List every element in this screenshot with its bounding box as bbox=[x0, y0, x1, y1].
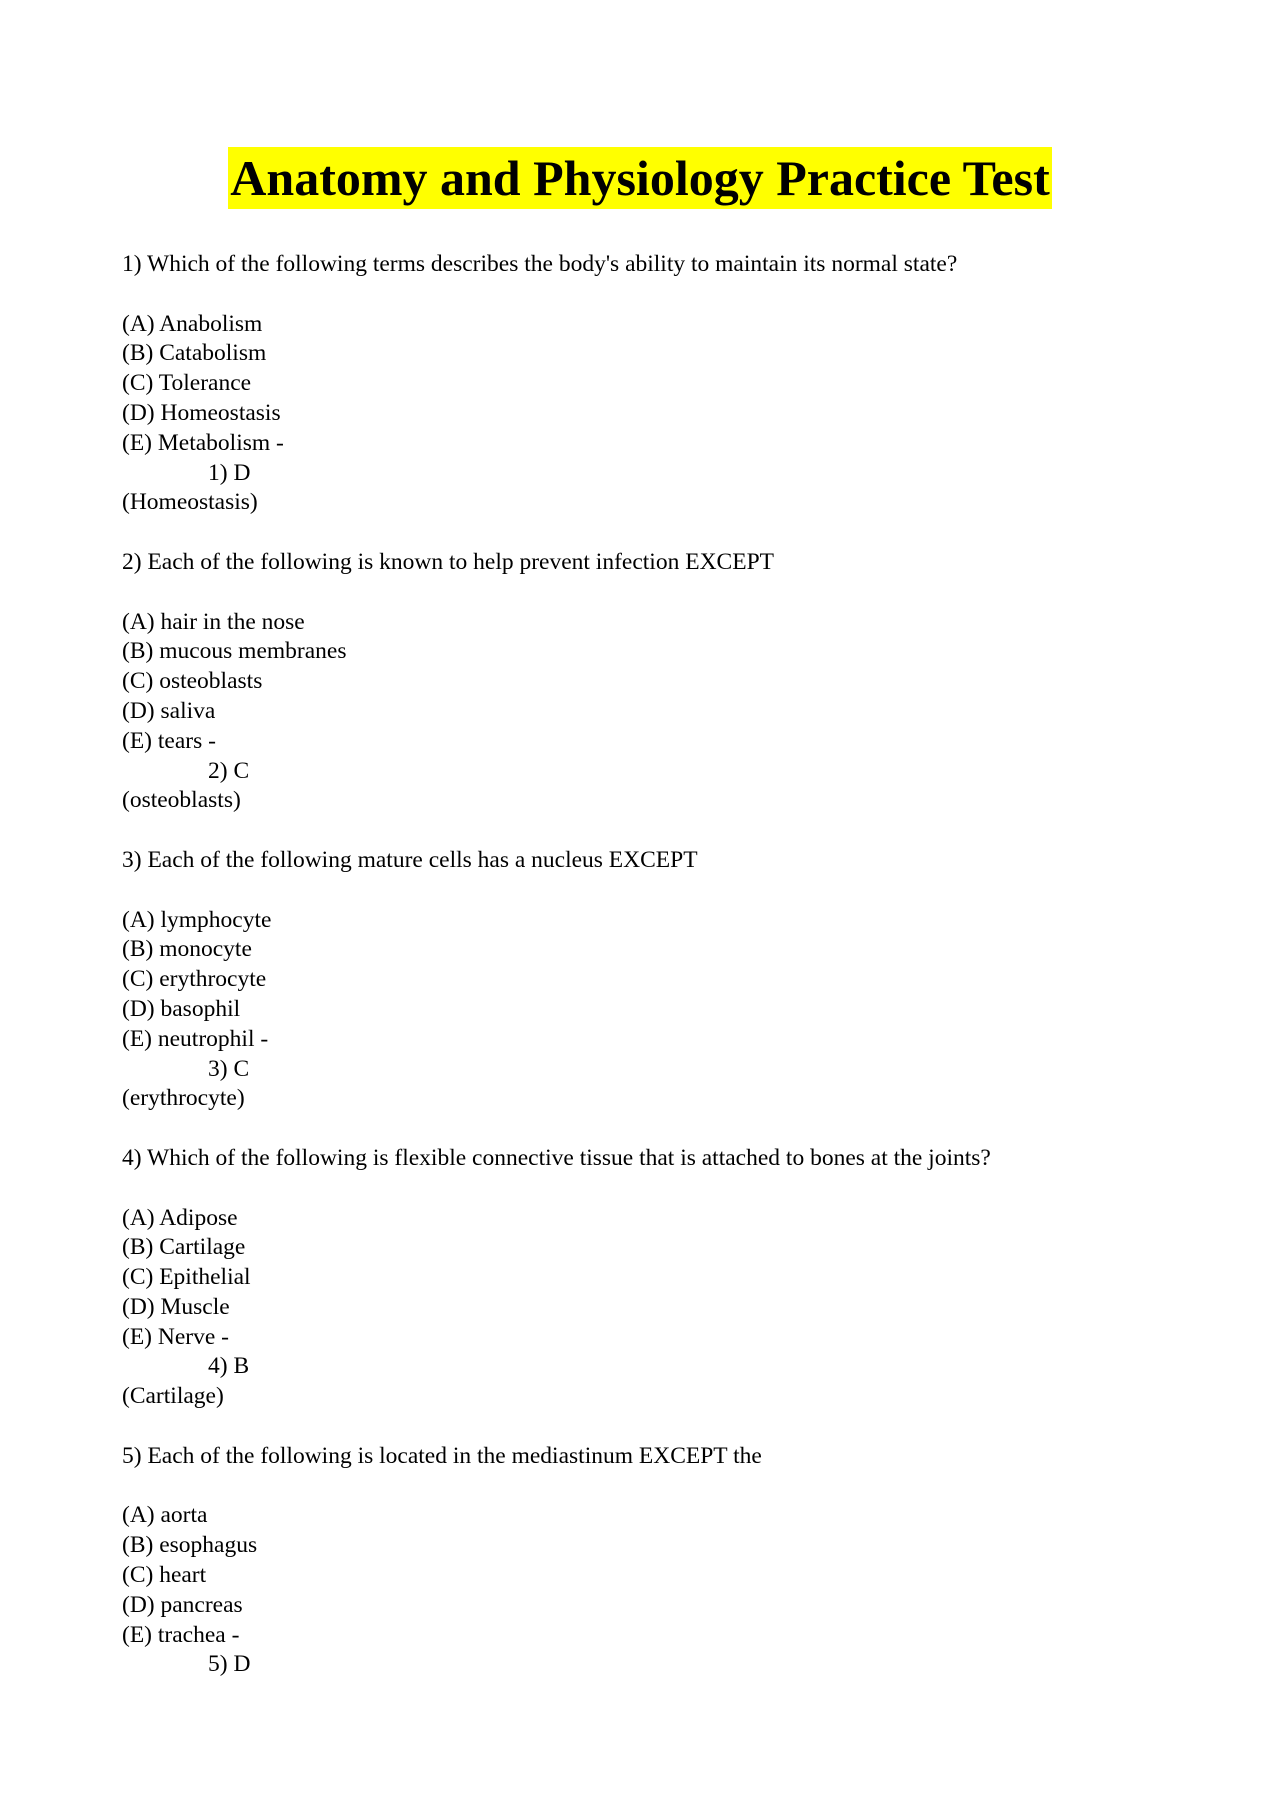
option-c: (C) erythrocyte bbox=[122, 966, 267, 993]
question-block bbox=[122, 250, 1182, 518]
question-text: 3) Each of the following mature cells has a nucleus EXCEPT bbox=[122, 846, 698, 873]
option-c: (C) heart bbox=[122, 1562, 207, 1589]
option-e: (E) tears - bbox=[122, 727, 216, 754]
answer-explanation: (osteoblasts) bbox=[122, 787, 241, 814]
answer-key: 4) B bbox=[208, 1353, 250, 1380]
question-text: 1) Which of the following terms describes the body's ability to maintain its normal state? bbox=[122, 251, 958, 277]
question-text: 5) Each of the following is located in the mediastinum EXCEPT the bbox=[122, 1442, 762, 1469]
answer-key: 3) C bbox=[208, 1055, 250, 1082]
option-a: (A) Adipose bbox=[122, 1204, 238, 1231]
question-block bbox=[122, 1144, 1182, 1412]
option-c: (C) osteoblasts bbox=[122, 668, 263, 695]
answer-explanation: (Cartilage) bbox=[122, 1383, 224, 1410]
option-e: (E) Metabolism - bbox=[122, 429, 284, 456]
answer-explanation: (Homeostasis) bbox=[122, 489, 258, 516]
option-c: (C) Epithelial bbox=[122, 1264, 251, 1291]
page-title: Anatomy and Physiology Practice Test bbox=[228, 147, 1051, 209]
option-d: (D) Homeostasis bbox=[122, 399, 281, 426]
option-d: (D) basophil bbox=[122, 995, 241, 1022]
option-a: (A) aorta bbox=[122, 1502, 208, 1529]
answer-key: 1) D bbox=[208, 459, 251, 486]
option-d: (D) Muscle bbox=[122, 1293, 230, 1320]
question-text: 4) Which of the following is flexible connective tissue that is attached to bones at the joints? bbox=[122, 1144, 991, 1171]
question-block bbox=[122, 1442, 1182, 1680]
option-a: (A) hair in the nose bbox=[122, 608, 305, 635]
option-b: (B) esophagus bbox=[122, 1532, 258, 1559]
question-list bbox=[122, 250, 1182, 1680]
option-b: (B) mucous membranes bbox=[122, 638, 347, 665]
question-block bbox=[122, 548, 1182, 816]
option-c: (C) Tolerance bbox=[122, 370, 252, 397]
option-b: (B) Catabolism bbox=[122, 340, 267, 367]
option-a: (A) Anabolism bbox=[122, 310, 263, 337]
option-a: (A) lymphocyte bbox=[122, 906, 272, 933]
title-wrap bbox=[0, 147, 1280, 209]
option-e: (E) neutrophil - bbox=[122, 1025, 269, 1052]
option-b: (B) monocyte bbox=[122, 936, 252, 963]
answer-key: 5) D bbox=[208, 1651, 251, 1678]
option-d: (D) saliva bbox=[122, 697, 216, 724]
option-b: (B) Cartilage bbox=[122, 1234, 246, 1261]
option-e: (E) Nerve - bbox=[122, 1323, 229, 1350]
answer-explanation: (erythrocyte) bbox=[122, 1085, 245, 1112]
option-e: (E) trachea - bbox=[122, 1621, 240, 1648]
answer-key: 2) C bbox=[208, 757, 250, 784]
question-text: 2) Each of the following is known to help prevent infection EXCEPT bbox=[122, 548, 774, 575]
question-block bbox=[122, 846, 1182, 1114]
option-d: (D) pancreas bbox=[122, 1591, 243, 1618]
